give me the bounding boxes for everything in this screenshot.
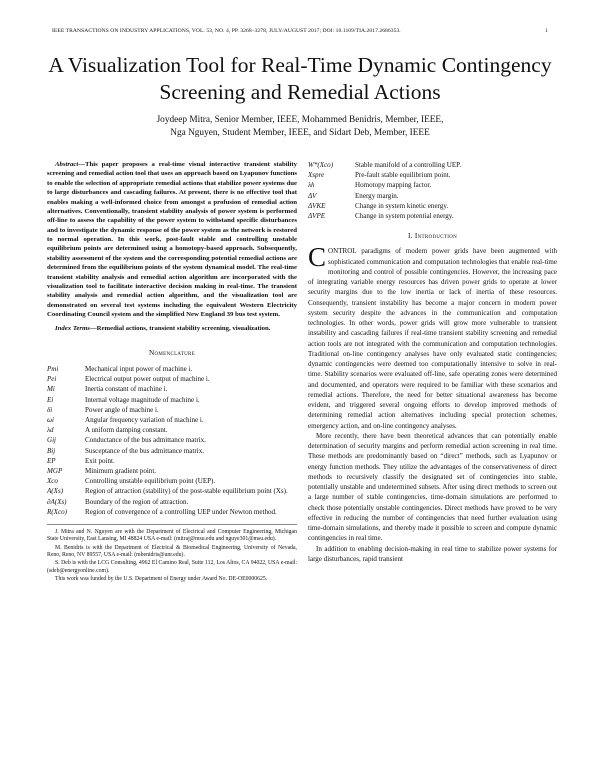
nomenclature-symbol: Bij xyxy=(47,446,56,455)
footnote: S. Deb is with the LCG Consulting, 4962 El Camino Real, Suite 112, Los Altos, CA 94022, USA e-mail: (sdeb@energyonline.com). xyxy=(47,560,297,574)
index-terms-label: Index Terms xyxy=(55,325,90,333)
nomenclature-definition: Electrical output power output of machine i. xyxy=(85,375,210,384)
abstract-text: —This paper proposes a real-time visual interactive transient stability screening and remedial action tool that uses an approach based on Lyapunov functions to enable the selection of appropriate remedial actions that stabilize power systems due to large disturbances and cascading failures. At present, there is no effective tool that enables making a well-informed choice from amongst a profusion of remedial action alternatives. Conventionally, transient stability analysis of power system is performed off-line to assess the capability of the power system to withstand specific disturbances and to investigate the dynamic response of the power system as the network is restored to normal operation. In this work, post-fault stable and controlling unstable equilibrium points are determined using a homotopy-based approach. Subsequently, stability assessment of the system and the corresponding potential remedial actions are determined from the equilibrium points of the system dynamical model. The real-time transient stability analysis and remedial action algorithm are incorporated with the visualization tool to facilitate interactive decision making in real-time. The transient stability analysis and remedial action algorithm, and the visualization tool are demonstrated on several test systems including the equivalent Western Electricity Coordinating Council system and the simplified New England 39 bus test system. xyxy=(47,161,297,318)
nomenclature-definition: A uniform damping constant. xyxy=(85,426,168,435)
nomenclature-definition: Inertia constant of machine i. xyxy=(85,385,168,394)
author-line-2: Nga Nguyen, Student Member, IEEE, and Sidart Deb, Member, IEEE xyxy=(170,128,430,138)
nomenclature-symbol: ΔV xyxy=(308,191,317,200)
author-list xyxy=(40,114,560,140)
intro-para-1-text: paradigms of modern power grids have been augmented with sophisticated communication and computation technologies that enable real-time monitoring and control of possible contingencies. However, the increasing pace of integrating variable energy resources has driven power grids to operate at lower security margins due to the low inertia or lack of inertia of these resources. Consequently, transient instability has become a major concern in modern power system security despite the advances in the communication and computation technologies. In other words, power grids will grow more vulnerable to transient instability and cascading failures if real-time transient stability screening and remedial action tools are not integrated with the communication and computation technologies. Traditional on-line contingency analyses have only evaluated static contingencies; dynamic contingencies were deemed too computationally intensive to solve in real-time. Stability scenarios were evaluated off-line, safe operating zones were determined and documented, and operators were required to be familiar with these scenarios and remedial actions. Therefore, the need for better situational awareness has become evident, and triggered several ongoing efforts to develop improved methods of determining remedial action alternatives including special protection schemes, emergency action, and on-line contingency analyses. xyxy=(308,247,557,430)
nomenclature-definition: Change in system kinetic energy. xyxy=(355,201,449,210)
nomenclature-definition: Homotopy mapping factor. xyxy=(355,181,432,190)
nomenclature-definition: Conductance of the bus admittance matrix. xyxy=(85,436,206,445)
nomenclature-symbol: Mi xyxy=(47,385,55,394)
nomenclature-symbol: Xco xyxy=(47,477,58,486)
nomenclature-symbol: ωi xyxy=(47,416,54,425)
nomenclature-symbol: R(Xco) xyxy=(47,507,67,516)
author-line-1: Joydeep Mitra, Senior Member, IEEE, Mohammed Benidris, Member, IEEE, xyxy=(156,115,444,125)
nomenclature-definition: Pre-fault stable equilibrium point. xyxy=(355,171,451,180)
nomenclature-continued xyxy=(308,160,557,221)
nomenclature-definition: Exit point. xyxy=(85,456,115,465)
nomenclature-definition: Change in system potential energy. xyxy=(355,212,454,221)
section-heading-introduction: I. Introduction xyxy=(407,231,458,241)
nomenclature-symbol: ΔVPE xyxy=(308,212,326,221)
footnote: M. Benidris is with the Department of Electrical & Biomedical Engineering, University of Nevada, Reno, Reno, NV 89557, USA e-mail: (mbenidris@unr.edu). xyxy=(47,544,297,558)
nomenclature-definition: Boundary of the region of attraction. xyxy=(85,497,189,506)
nomenclature-symbol: Pei xyxy=(47,375,57,384)
nomenclature-symbol: δi xyxy=(47,405,53,414)
nomenclature-definition: Mechanical input power of machine i. xyxy=(85,365,193,373)
nomenclature-symbol: W*(Xco) xyxy=(308,161,334,169)
running-header xyxy=(52,28,548,34)
page-number: 1 xyxy=(545,28,548,34)
nomenclature-symbol: ∂A(Xs) xyxy=(47,497,67,506)
nomenclature-symbol: Pmi xyxy=(47,365,59,373)
paper-title: A Visualization Tool for Real-Time Dynamic Contingency Screening and Remedial Actions xyxy=(48,53,552,104)
left-column xyxy=(47,160,297,584)
nomenclature-definition: Power angle of machine i. xyxy=(85,405,159,414)
abstract xyxy=(47,160,297,319)
nomenclature-definition: Controlling unstable equilibrium point (UEP). xyxy=(85,477,216,486)
nomenclature-symbol: MGP xyxy=(47,467,63,476)
nomenclature-symbol: Ei xyxy=(47,395,54,404)
footnote: This work was funded by the U.S. Department of Energy under Award No. DE-OE0000625. xyxy=(55,575,268,582)
drop-cap: C xyxy=(308,242,327,273)
nomenclature-definition: Internal voltage magnitude of machine i. xyxy=(85,395,200,404)
nomenclature-symbol: λh xyxy=(308,181,315,190)
intro-lead-word: ONTROL xyxy=(328,247,357,256)
nomenclature-definition: Region of attraction (stability) of the post-stable equilibrium point (Xs). xyxy=(85,487,288,496)
right-column xyxy=(308,160,557,564)
nomenclature-definition: Minimum gradient point. xyxy=(85,467,157,476)
nomenclature-symbol: Xspre xyxy=(308,171,325,180)
nomenclature-heading: Nomenclature xyxy=(148,347,196,357)
nomenclature-definition: Stable manifold of a controlling UEP. xyxy=(355,161,462,169)
footnotes xyxy=(47,524,297,583)
nomenclature-definition: Energy margin. xyxy=(355,191,399,200)
nomenclature-symbol: A(Xs) xyxy=(47,487,64,496)
nomenclature-definition: Susceptance of the bus admittance matrix. xyxy=(85,446,204,455)
nomenclature-symbol: EP xyxy=(47,456,56,465)
footnote: J. Mitra and N. Nguyen are with the Department of Electrical and Computer Engineering, Michigan State University, East Lansing, MI 48824 USA e-mail: (mitraj@msu.edu and nguye301@msu.edu). xyxy=(47,529,297,543)
nomenclature-symbol: Gij xyxy=(47,436,57,445)
nomenclature-symbol: λd xyxy=(47,426,54,435)
journal-citation: IEEE TRANSACTIONS ON INDUSTRY APPLICATIONS, VOL. 53, NO. 4, PP. 3268–3278, JULY/AUGUST 2017; DOI: 10.1109/TIA.2017.2686353. xyxy=(52,28,401,34)
nomenclature-list xyxy=(47,364,297,517)
intro-paragraph-3: In addition to enabling decision-making in real time to stabilize power systems for large disturbances, rapid transient xyxy=(308,544,557,563)
index-terms xyxy=(47,324,297,333)
nomenclature-definition: Region of convergence of a controlling UEP under Newton method. xyxy=(85,507,277,516)
intro-paragraph-2: More recently, there have been theoretical advances that can potentially enable determination of security margins and perform remedial action screening in real time. These methods are predominantly based on “direct” methods, such as Lyapunov or energy function methods. They utilize the advantages of the conservativeness of direct methods to recursively classify the designated set of contingencies into stable, potentially unstable and undetermined subsets. After using direct methods to screen out a large number of stable contingencies, time-domain simulations are performed to check those potentially unstable contingencies. Direct methods have proved to be very effective in reducing the number of contingencies that need further evaluation using time-domain simulations, and thereby made it possible to screen and compute dynamic contingencies in real time. xyxy=(308,431,557,543)
intro-paragraph-1 xyxy=(308,242,557,431)
abstract-label: Abstract xyxy=(55,161,79,168)
nomenclature-symbol: ΔVKE xyxy=(308,201,326,210)
nomenclature-definition: Angular frequency variation of machine i. xyxy=(85,416,204,425)
index-terms-text: —Remedial actions, transient stability screening, visualization. xyxy=(89,325,271,333)
